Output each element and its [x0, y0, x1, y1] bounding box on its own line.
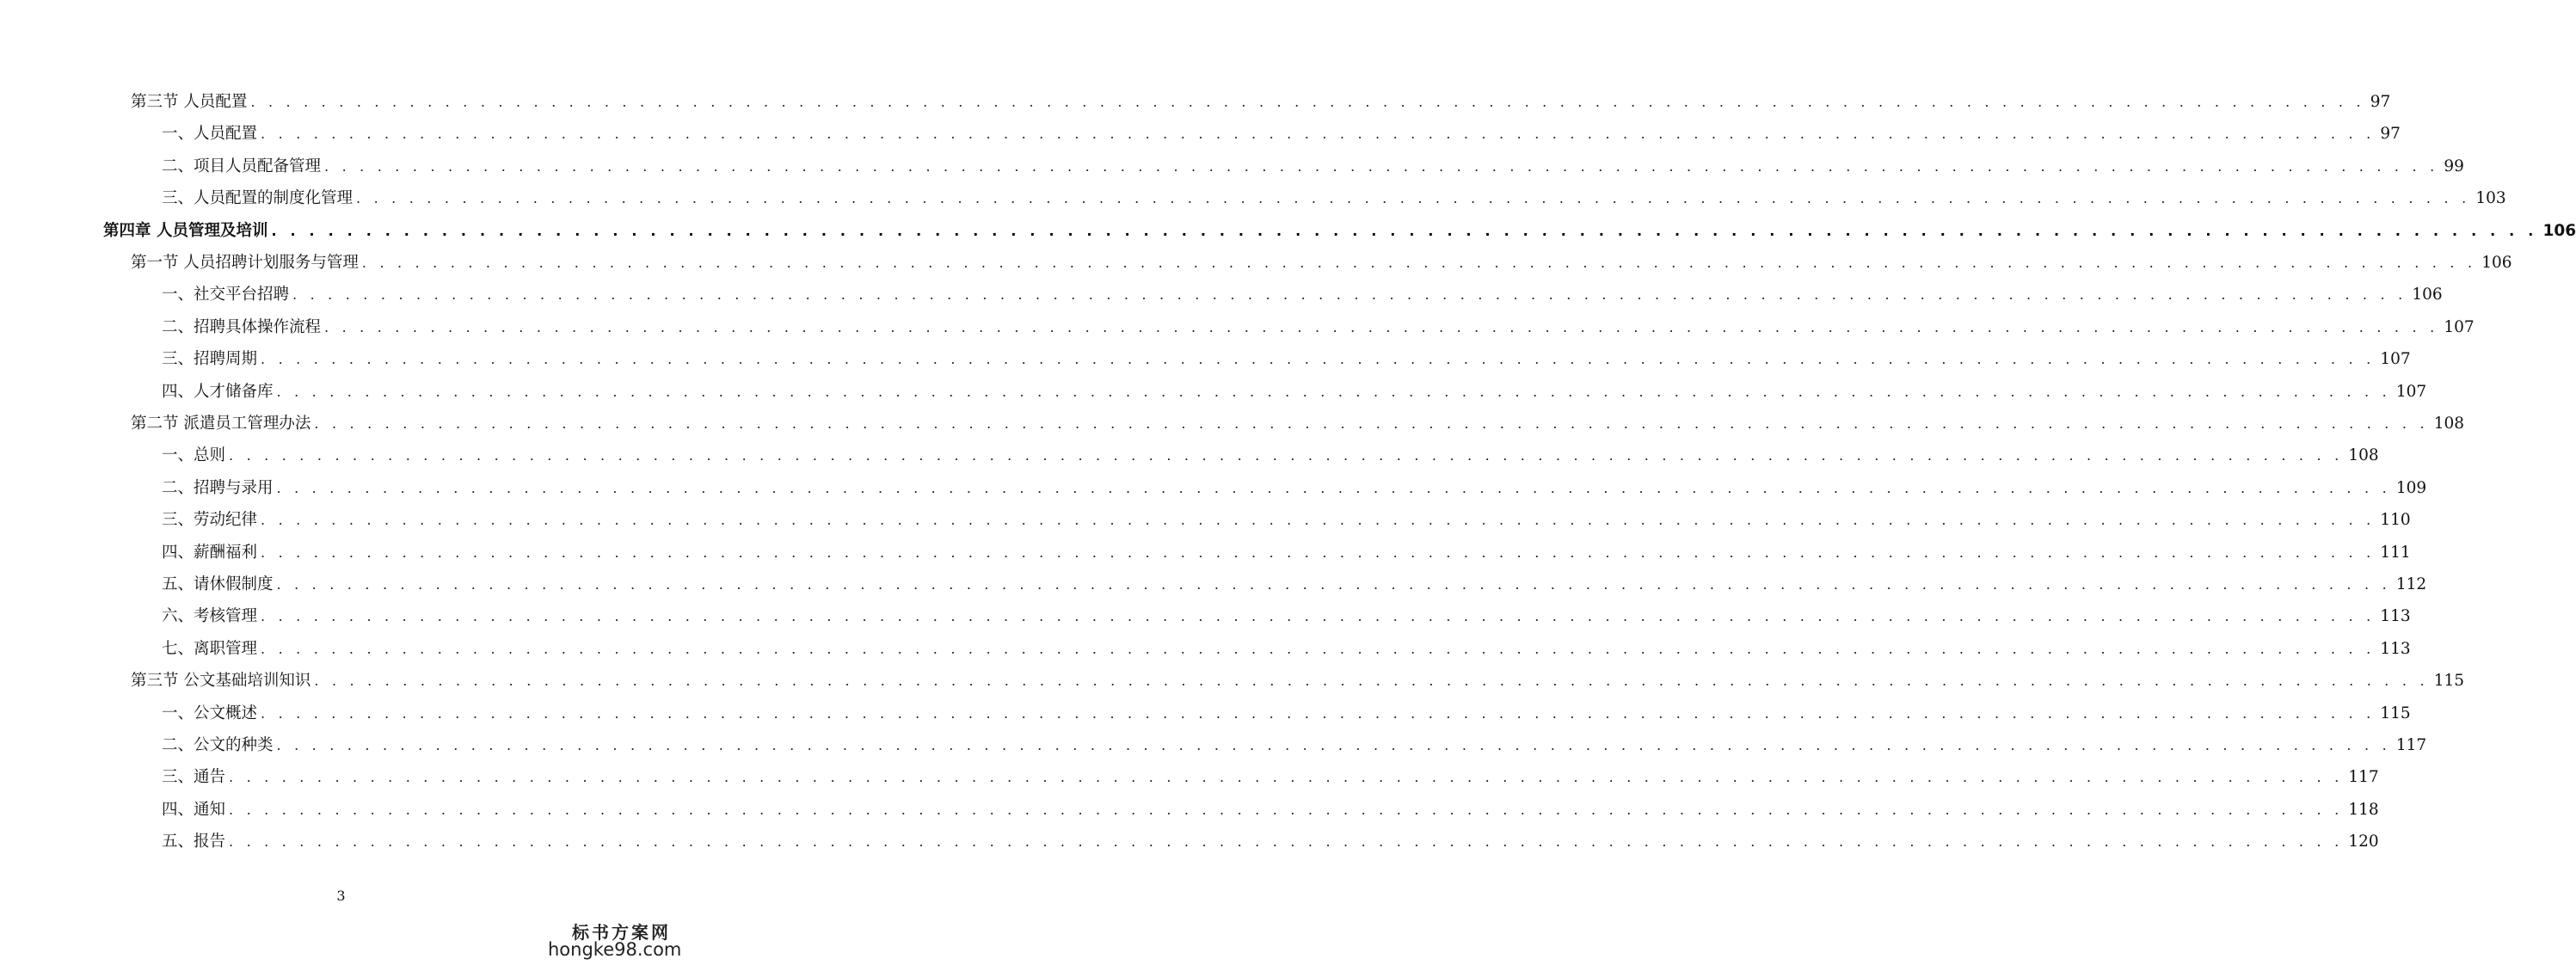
- dot-leader: . . . . . . . . . . . . . . . . . . . . . . . . . . . . . . . . . . . . . . . . . . . . . . . . . . . . . . . . . . . . . . . . . . . . . . . . . . . . . . . . . . . . . . . . . . . . . . . . . . . . . . . . . . . . . . . . . . . . . . . .: [356, 190, 2471, 207]
- toc-entry-item[interactable]: [162, 829, 2379, 855]
- dot-leader: . . . . . . . . . . . . . . . . . . . . . . . . . . . . . . . . . . . . . . . . . . . . . . . . . . . . . . . . . . . . . . . . . . . . . . . . . . . . . . . . . . . . . . . . . . . . . . . . . . . . . . . . . . . . . . . . . . . . . . . .: [261, 351, 2376, 368]
- dot-leader: . . . . . . . . . . . . . . . . . . . . . . . . . . . . . . . . . . . . . . . . . . . . . . . . . . . . . . . . . . . . . . . . . . . . . . . . . . . . . . . . . . . . . . . . . . . . . . . . . . . . . . . . . . . . . . . . . . . . . . . .: [276, 576, 2391, 593]
- toc-entry-section[interactable]: [131, 250, 2512, 276]
- toc-entry-page: 106: [2481, 254, 2512, 272]
- toc-entry-label: 二、项目人员配备管理: [162, 157, 322, 175]
- toc-entry-label: 一、人员配置: [162, 125, 258, 144]
- toc-entry-item[interactable]: [162, 347, 2411, 372]
- toc-entry-page: 107: [2395, 382, 2427, 401]
- toc-entry-section[interactable]: [131, 411, 2465, 437]
- toc-entry-page: 106: [2542, 221, 2576, 240]
- toc-entry-page: 113: [2380, 607, 2411, 626]
- dot-leader: . . . . . . . . . . . . . . . . . . . . . . . . . . . . . . . . . . . . . . . . . . . . . . . . . . . . . . . . . . . . . . . . . . . . . . . . . . . . . . . . . . . . . . . . . . . . . . . . . . . . . . . . . . . . . . . . . . . . . . . .: [361, 255, 2477, 271]
- toc-entry-item[interactable]: [162, 507, 2411, 533]
- toc-entry-page: 112: [2395, 575, 2427, 593]
- toc-entry-item[interactable]: [162, 572, 2427, 598]
- toc-entry-item[interactable]: [162, 604, 2411, 630]
- toc-entry-item[interactable]: [162, 797, 2379, 823]
- dot-leader: . . . . . . . . . . . . . . . . . . . . . . . . . . . . . . . . . . . . . . . . . . . . . . . . . . . . . . . . . . . . . . . . . . . . . . . . . . . . . . . . . . . . . . . . . . . . . . . . . . . . . . . . . . . . . . . . . . . . . . . .: [229, 769, 2344, 786]
- toc-entry-label: 四、人才储备库: [162, 382, 274, 401]
- dot-leader: . . . . . . . . . . . . . . . . . . . . . . . . . . . . . . . . . . . . . . . . . . . . . . . . . . . . . . . . . . . . . . . . . . . . . . . . . . . . . . . . . . . . . . . . . . . . . . . . . . . . . . . . . . . . . . . . . . . . . . . .: [261, 640, 2376, 657]
- toc-entry-page: 97: [2370, 93, 2391, 111]
- toc-entry-item[interactable]: [162, 121, 2401, 147]
- watermark-name: 标书方案网: [572, 922, 671, 943]
- toc-entry-item[interactable]: [162, 765, 2379, 790]
- dot-leader: . . . . . . . . . . . . . . . . . . . . . . . . . . . . . . . . . . . . . . . . . . . . . . . . . . . . . . . . . . . . . . . . . . . . . . . . . . . . . . . . . . . . . . . . . . . . . . . . . . . . . . . . . . . . . . . . . . . . . . . .: [261, 704, 2376, 722]
- toc-entry-page: 117: [2395, 736, 2427, 754]
- toc-entry-page: 97: [2380, 125, 2401, 144]
- toc-entry-label: 第一节 人员招聘计划服务与管理: [131, 254, 359, 272]
- toc-entry-label: 三、招聘周期: [162, 350, 258, 369]
- toc-entry-item[interactable]: [162, 443, 2379, 469]
- toc-entry-item[interactable]: [162, 315, 2475, 341]
- toc-entry-label: 第四章 人员管理及培训: [103, 221, 268, 240]
- toc-entry-label: 三、通告: [162, 768, 226, 787]
- toc-entry-item[interactable]: [162, 701, 2411, 727]
- toc-entry-page: 99: [2444, 157, 2464, 175]
- toc-entry-label: 四、通知: [162, 800, 226, 819]
- toc-entry-label: 二、招聘具体操作流程: [162, 317, 322, 336]
- dot-leader: . . . . . . . . . . . . . . . . . . . . . . . . . . . . . . . . . . . . . . . . . . . . . . . . . . . . . . . . . . . . . . . . . . . . . . . . . . . . . . . . . . . . . . . . . . . . . . . . . . . . . . . . . . . . . . . . . . . . . . . .: [229, 833, 2344, 851]
- toc-entry-page: 115: [2433, 672, 2465, 691]
- toc-entry-label: 一、总则: [162, 446, 226, 465]
- toc-entry-page: 108: [2348, 446, 2379, 465]
- dot-leader: . . . . . . . . . . . . . . . . . . . . . . . . . . . . . . . . . . . . . . . . . . . . . . . . . . . . . . . . . . . . . . . . . . . . . . . . . . . . . . . . . . . . . . . . . . . . . . . . . . . . . . . . . . . . . . . . . . . . . . . .: [276, 383, 2391, 400]
- toc-entry-label: 一、公文概述: [162, 704, 258, 722]
- watermark-url: hongke98.com: [548, 939, 682, 960]
- dot-leader: . . . . . . . . . . . . . . . . . . . . . . . . . . . . . . . . . . . . . . . . . . . . . . . . . . . . . . . . . . . . . . . . . . . . . . . . . . . . . . . . . . . . . . . . . . . . . . . . . . . . . . . . . . . . . . . . . . . . . . . .: [324, 318, 2439, 335]
- dot-leader: . . . . . . . . . . . . . . . . . . . . . . . . . . . . . . . . . . . . . . . . . . . . . . . . . . . . . . . . . . . . . . . . . . . . . . . . . . . . . . . . . . . . . . . . . . . . . . . . . . . . . . . . . . . . . . . . . . . . . . . .: [229, 801, 2344, 818]
- toc-entry-chapter[interactable]: [103, 218, 2576, 244]
- toc-entry-page: 120: [2348, 833, 2379, 851]
- toc-entry-page: 107: [2444, 317, 2475, 336]
- toc-entry-item[interactable]: [162, 379, 2427, 405]
- toc-entry-label: 五、报告: [162, 833, 226, 851]
- toc-entry-page: 103: [2475, 189, 2506, 208]
- toc-entry-page: 106: [2412, 286, 2443, 304]
- dot-leader: . . . . . . . . . . . . . . . . . . . . . . . . . . . . . . . . . . . . . . . . . . . . . . . . . . . . . . . . . . . . . . . . . . . . . . . . . . . . . . . . . . . . . . . . . . . . . . . . . . . . . . . . . . . . . . . . . . . . . . . .: [276, 737, 2391, 753]
- toc-entry-label: 六、考核管理: [162, 607, 258, 626]
- toc-entry-item[interactable]: [162, 186, 2506, 212]
- toc-entry-section[interactable]: [131, 89, 2391, 115]
- dot-leader: . . . . . . . . . . . . . . . . . . . . . . . . . . . . . . . . . . . . . . . . . . . . . . . . . . . . . . . . . . . . . . . . . . . . . . . . . . . . . . . . . . . . . . . . . . . . . . . . . . . . . . . . . . . . . . . . . . . . . . . .: [271, 222, 2538, 239]
- toc-entry-page: 107: [2380, 350, 2411, 369]
- toc-entry-item[interactable]: [162, 282, 2443, 308]
- toc-entry-page: 115: [2380, 704, 2411, 722]
- toc-entry-page: 109: [2395, 478, 2427, 497]
- dot-leader: . . . . . . . . . . . . . . . . . . . . . . . . . . . . . . . . . . . . . . . . . . . . . . . . . . . . . . . . . . . . . . . . . . . . . . . . . . . . . . . . . . . . . . . . . . . . . . . . . . . . . . . . . . . . . . . . . . . . . . . .: [276, 479, 2391, 496]
- toc-entry-label: 五、请休假制度: [162, 575, 274, 593]
- toc-entry-label: 四、薪酬福利: [162, 543, 258, 562]
- toc-entry-label: 一、社交平台招聘: [162, 286, 290, 304]
- dot-leader: . . . . . . . . . . . . . . . . . . . . . . . . . . . . . . . . . . . . . . . . . . . . . . . . . . . . . . . . . . . . . . . . . . . . . . . . . . . . . . . . . . . . . . . . . . . . . . . . . . . . . . . . . . . . . . . . . . . . . . . .: [261, 608, 2376, 625]
- toc-entry-label: 三、劳动纪律: [162, 511, 258, 530]
- toc-entry-page: 110: [2380, 511, 2411, 530]
- toc-entry-item[interactable]: [162, 636, 2411, 662]
- toc-entry-item[interactable]: [162, 733, 2427, 759]
- dot-leader: . . . . . . . . . . . . . . . . . . . . . . . . . . . . . . . . . . . . . . . . . . . . . . . . . . . . . . . . . . . . . . . . . . . . . . . . . . . . . . . . . . . . . . . . . . . . . . . . . . . . . . . . . . . . . . . . . . . . . . . .: [250, 94, 2365, 110]
- toc-entry-page: 118: [2348, 800, 2379, 819]
- toc-entry-label: 三、人员配置的制度化管理: [162, 189, 354, 208]
- dot-leader: . . . . . . . . . . . . . . . . . . . . . . . . . . . . . . . . . . . . . . . . . . . . . . . . . . . . . . . . . . . . . . . . . . . . . . . . . . . . . . . . . . . . . . . . . . . . . . . . . . . . . . . . . . . . . . . . . . . . . . . .: [229, 447, 2344, 464]
- toc-entry-item[interactable]: [162, 154, 2464, 180]
- toc-entry-label: 二、公文的种类: [162, 736, 274, 754]
- toc-entry-item[interactable]: [162, 476, 2427, 501]
- dot-leader: . . . . . . . . . . . . . . . . . . . . . . . . . . . . . . . . . . . . . . . . . . . . . . . . . . . . . . . . . . . . . . . . . . . . . . . . . . . . . . . . . . . . . . . . . . . . . . . . . . . . . . . . . . . . . . . . . . . . . . . .: [261, 126, 2376, 143]
- toc-entry-label: 二、招聘与录用: [162, 478, 274, 497]
- toc-entry-label: 第三节 公文基础培训知识: [131, 672, 311, 691]
- toc-entry-label: 第三节 人员配置: [131, 93, 248, 111]
- dot-leader: . . . . . . . . . . . . . . . . . . . . . . . . . . . . . . . . . . . . . . . . . . . . . . . . . . . . . . . . . . . . . . . . . . . . . . . . . . . . . . . . . . . . . . . . . . . . . . . . . . . . . . . . . . . . . . . . . . . . . . . .: [261, 512, 2376, 529]
- dot-leader: . . . . . . . . . . . . . . . . . . . . . . . . . . . . . . . . . . . . . . . . . . . . . . . . . . . . . . . . . . . . . . . . . . . . . . . . . . . . . . . . . . . . . . . . . . . . . . . . . . . . . . . . . . . . . . . . . . . . . . . .: [314, 673, 2429, 690]
- toc-entry-label: 第二节 派遣员工管理办法: [131, 415, 311, 433]
- toc-entry-item[interactable]: [162, 540, 2411, 566]
- toc-entry-page: 111: [2380, 543, 2411, 562]
- toc-entry-page: 108: [2433, 415, 2465, 433]
- toc-entry-page: 117: [2348, 768, 2379, 787]
- toc-entry-label: 七、离职管理: [162, 639, 258, 658]
- dot-leader: . . . . . . . . . . . . . . . . . . . . . . . . . . . . . . . . . . . . . . . . . . . . . . . . . . . . . . . . . . . . . . . . . . . . . . . . . . . . . . . . . . . . . . . . . . . . . . . . . . . . . . . . . . . . . . . . . . . . . . . .: [314, 415, 2429, 432]
- toc-entry-section[interactable]: [131, 668, 2465, 694]
- dot-leader: . . . . . . . . . . . . . . . . . . . . . . . . . . . . . . . . . . . . . . . . . . . . . . . . . . . . . . . . . . . . . . . . . . . . . . . . . . . . . . . . . . . . . . . . . . . . . . . . . . . . . . . . . . . . . . . . . . . . . . . .: [292, 286, 2407, 304]
- page-number: 3: [336, 888, 346, 904]
- dot-leader: . . . . . . . . . . . . . . . . . . . . . . . . . . . . . . . . . . . . . . . . . . . . . . . . . . . . . . . . . . . . . . . . . . . . . . . . . . . . . . . . . . . . . . . . . . . . . . . . . . . . . . . . . . . . . . . . . . . . . . . .: [261, 544, 2376, 561]
- toc-entry-page: 113: [2380, 639, 2411, 658]
- dot-leader: . . . . . . . . . . . . . . . . . . . . . . . . . . . . . . . . . . . . . . . . . . . . . . . . . . . . . . . . . . . . . . . . . . . . . . . . . . . . . . . . . . . . . . . . . . . . . . . . . . . . . . . . . . . . . . . . . . . . . . . .: [324, 157, 2439, 175]
